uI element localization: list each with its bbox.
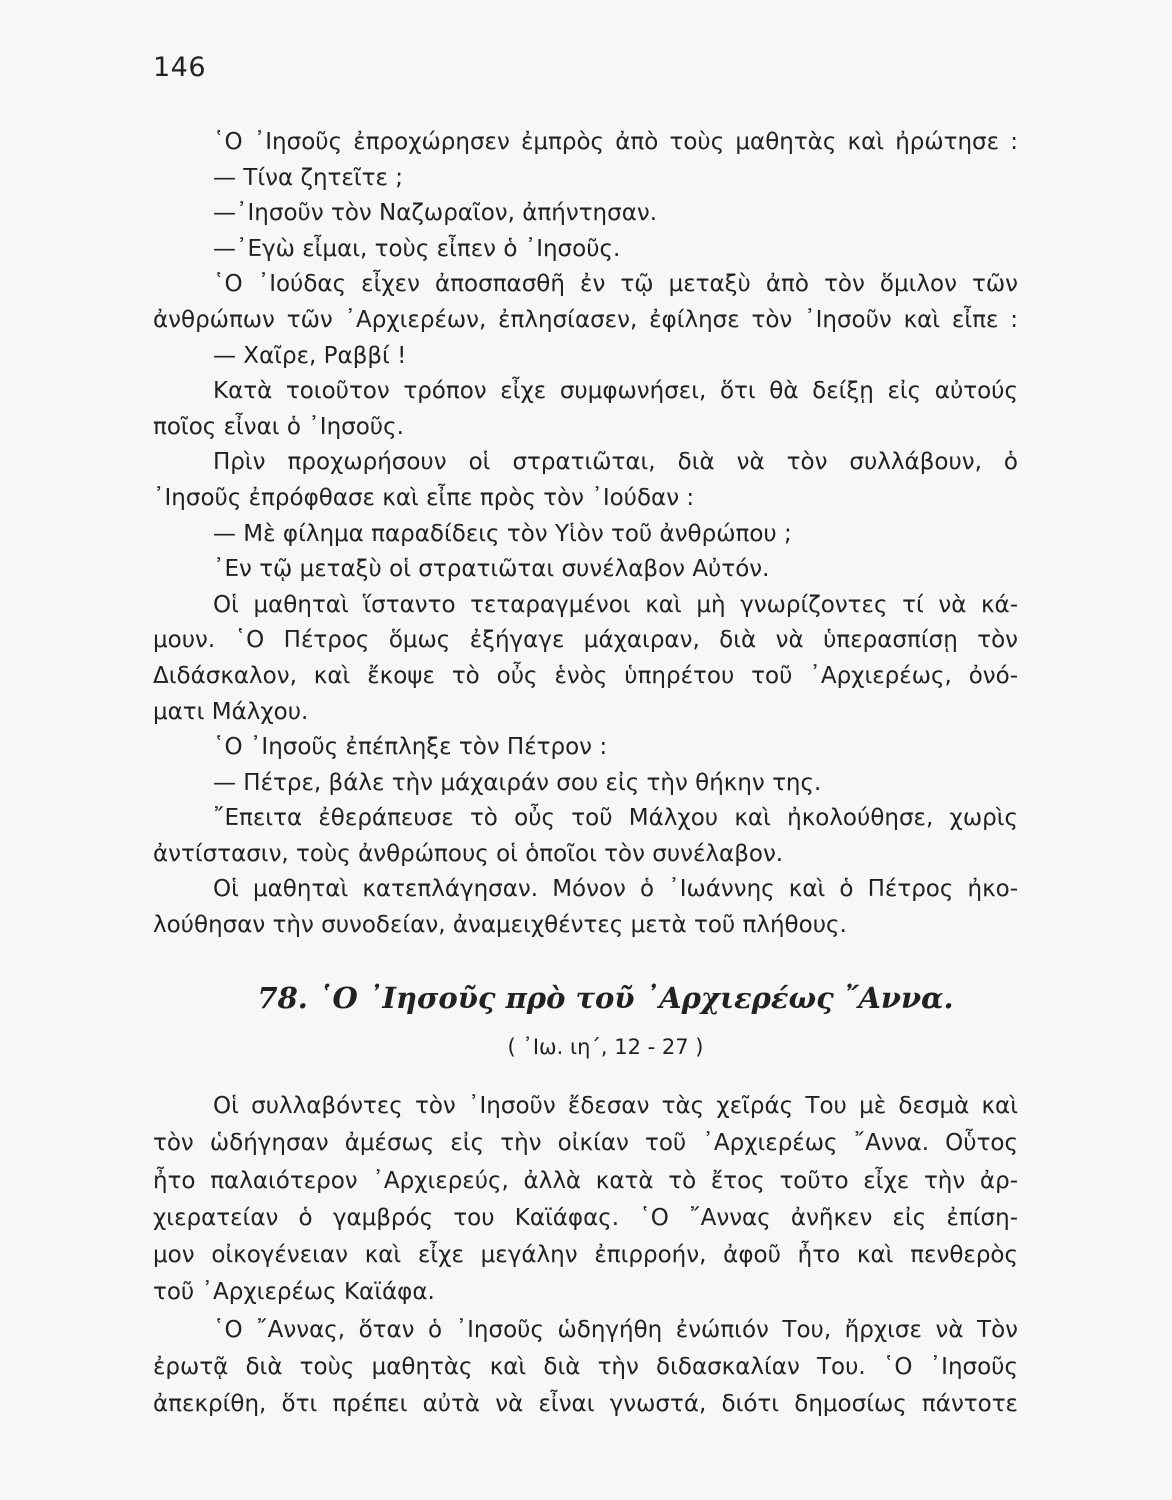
- text-line: Διδάσκαλον, καὶ ἔκοψε τὸ οὖς ἑνὸς ὑπηρέτου τοῦ ᾿Αρχιερέως, ὀνό-: [153, 662, 1018, 689]
- text-line: ἀνθρώπων τῶν ᾿Αρχιερέων, ἐπλησίασεν, ἐφίλησε τὸν ᾿Ιησοῦν καὶ εἶπε :: [153, 306, 1018, 333]
- text-line: τὸν ὡδήγησαν ἀμέσως εἰς τὴν οἰκίαν τοῦ ᾿Αρχιερέως ῎Αννα. Οὗτος: [153, 1130, 1018, 1157]
- text-line: ῾Ο ῎Αννας, ὅταν ὁ ᾿Ιησοῦς ὡδηγήθη ἐνώπιόν Του, ἤρχισε νὰ Τὸν: [213, 1316, 1018, 1343]
- text-line: ποῖος εἶναι ὁ ᾿Ιησοῦς.: [153, 413, 404, 440]
- text-line: — Πέτρε, βάλε τὴν μάχαιράν σου εἰς τὴν θήκην της.: [213, 769, 822, 796]
- text-line: ῎Επειτα ἐθεράπευσε τὸ οὖς τοῦ Μάλχου καὶ ἠκολούθησε, χωρὶς: [213, 805, 1018, 832]
- text-line: ἦτο παλαιότερον ᾿Αρχιερεύς, ἀλλὰ κατὰ τὸ ἔτος τοῦτο εἶχε τὴν ἀρ-: [153, 1167, 1018, 1194]
- text-line: ἐρωτᾷ διὰ τοὺς μαθητὰς καὶ διὰ τὴν διδασκαλίαν Του. ῾Ο ᾿Ιησοῦς: [153, 1354, 1018, 1381]
- scripture-reference: ( ᾿Ιω. ιη΄, 12 - 27 ): [507, 1035, 704, 1059]
- text-line: ῾Ο ᾿Ιούδας εἶχεν ἀποσπασθῆ ἐν τῷ μεταξὺ ἀπὸ τὸν ὅμιλον τῶν: [213, 271, 1018, 298]
- text-line: Οἱ μαθηταὶ ἵσταντο τεταραγμένοι καὶ μὴ γνωρίζοντες τί νὰ κά-: [213, 591, 1018, 618]
- text-line: Κατὰ τοιοῦτον τρόπον εἶχε συμφωνήσει, ὅτι θὰ δείξῃ εἰς αὐτούς: [213, 378, 1018, 405]
- body-text-top: [153, 125, 1018, 944]
- text-line: Πρὶν προχωρήσουν οἱ στρατιῶται, διὰ νὰ τὸν συλλάβουν, ὁ: [213, 449, 1018, 476]
- text-line: μον οἰκογένειαν καὶ εἶχε μεγάλην ἐπιρροήν, ἀφοῦ ἦτο καὶ πενθερὸς: [153, 1242, 1018, 1269]
- text-line: ᾿Ιησοῦς ἐπρόφθασε καὶ εἶπε πρὸς τὸν ᾿Ιούδαν :: [153, 484, 695, 511]
- text-line: —᾿Ιησοῦν τὸν Ναζωραῖον, ἀπήντησαν.: [213, 200, 658, 227]
- text-line: —᾿Εγὼ εἶμαι, τοὺς εἶπεν ὁ ᾿Ιησοῦς.: [213, 235, 621, 262]
- text-line: ἀντίστασιν, τοὺς ἀνθρώπους οἱ ὁποῖοι τὸν συνέλαβον.: [153, 840, 784, 867]
- text-line: — Χαῖρε, Ραββί !: [213, 342, 407, 369]
- text-line: ῾Ο ᾿Ιησοῦς ἐπέπληξε τὸν Πέτρον :: [213, 734, 608, 761]
- text-line: ᾿Εν τῷ μεταξὺ οἱ στρατιῶται συνέλαβον Αὐτόν.: [213, 556, 770, 583]
- text-line: — Τίνα ζητεῖτε ;: [213, 164, 403, 191]
- text-line: λούθησαν τὴν συνοδείαν, ἀναμειχθέντες μετὰ τοῦ πλήθους.: [153, 912, 847, 939]
- section-heading: 78. ῾Ο ᾿Ιησοῦς πρὸ τοῦ ᾿Αρχιερέως ῎Αννα.: [257, 981, 954, 1015]
- body-text-bottom: [153, 1088, 1018, 1424]
- page-number: 146: [153, 52, 207, 83]
- text-line: τοῦ ᾿Αρχιερέως Καϊάφα.: [153, 1279, 435, 1306]
- text-line: ματι Μάλχου.: [153, 698, 309, 725]
- text-line: Οἱ μαθηταὶ κατεπλάγησαν. Μόνον ὁ ᾿Ιωάννης καὶ ὁ Πέτρος ἠκο-: [213, 876, 1018, 903]
- text-line: ῾Ο ᾿Ιησοῦς ἐπροχώρησεν ἐμπρὸς ἀπὸ τοὺς μαθητὰς καὶ ἠρώτησε :: [213, 129, 1018, 155]
- text-line: Οἱ συλλαβόντες τὸν ᾿Ιησοῦν ἔδεσαν τὰς χεῖράς Του μὲ δεσμὰ καὶ: [213, 1093, 1018, 1119]
- text-line: ἀπεκρίθη, ὅτι πρέπει αὐτὰ νὰ εἶναι γνωστά, διότι δημοσίως πάντοτε: [153, 1391, 1018, 1418]
- text-line: χιερατείαν ὁ γαμβρός του Καϊάφας. ῾Ο ῎Αννας ἀνῆκεν εἰς ἐπίση-: [153, 1204, 1018, 1231]
- text-line: μουν. ῾Ο Πέτρος ὅμως ἐξήγαγε μάχαιραν, διὰ νὰ ὑπερασπίσῃ τὸν: [153, 627, 1018, 654]
- text-line: — Μὲ φίλημα παραδίδεις τὸν Υἱὸν τοῦ ἀνθρώπου ;: [213, 520, 792, 547]
